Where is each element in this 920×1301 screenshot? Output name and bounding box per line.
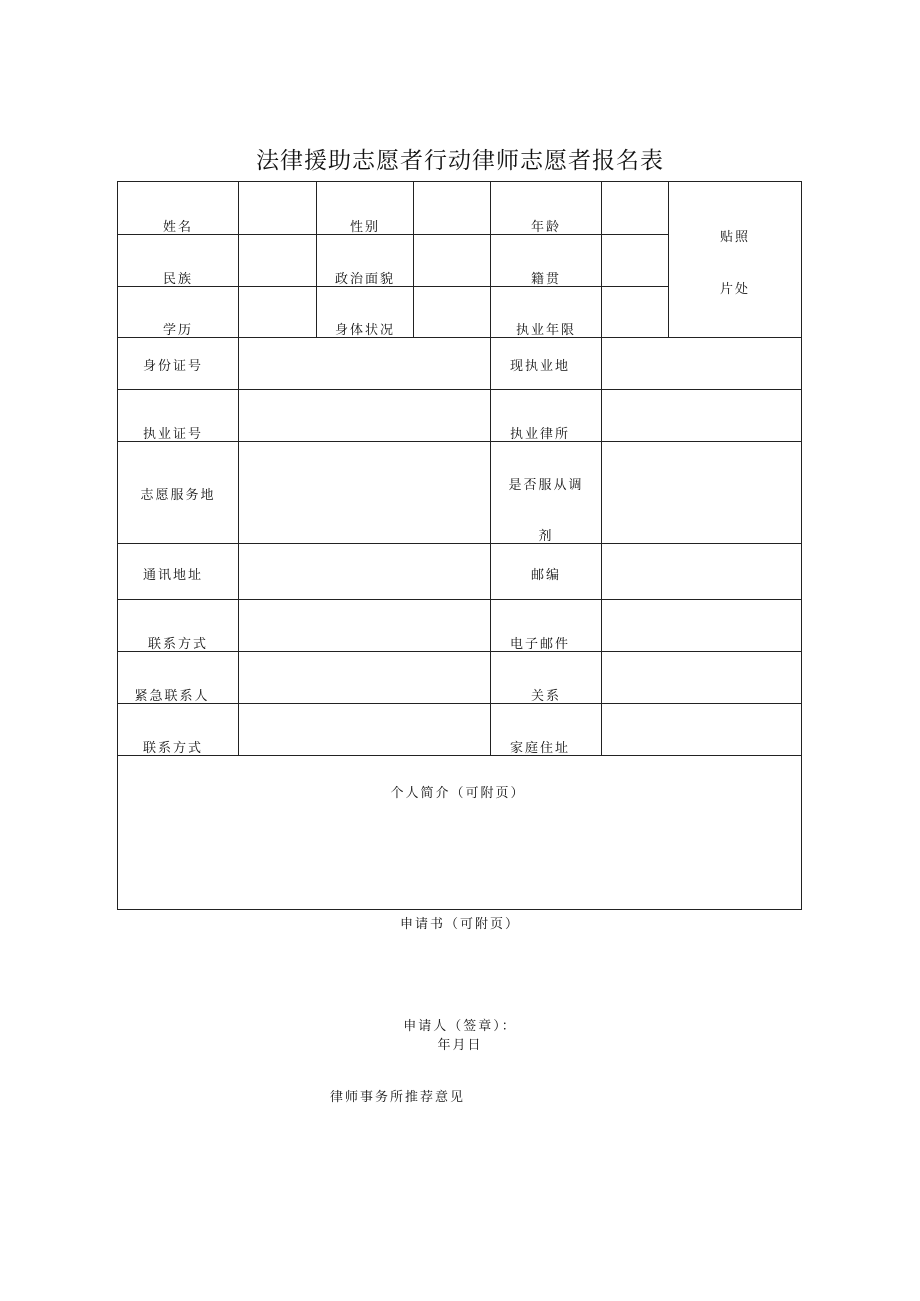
table-line: [117, 337, 802, 338]
table-line: [117, 389, 802, 390]
label-education: 学历: [162, 323, 194, 338]
firm-opinion-label: 律师事务所推荐意见: [330, 1090, 466, 1105]
signature-label: 申请人（签章）：: [403, 1019, 517, 1034]
label-law-firm: 执业律所: [509, 427, 571, 442]
table-line: [316, 181, 317, 337]
table-line: [117, 909, 802, 910]
table-line: [117, 181, 118, 910]
label-gender: 性别: [349, 220, 381, 235]
application-letter-label: 申请书（可附页）: [399, 917, 521, 932]
table-line: [601, 181, 602, 755]
table-line: [490, 181, 491, 755]
label-ethnicity: 民族: [162, 272, 194, 287]
label-native-place: 籍贯: [530, 272, 562, 287]
table-line: [117, 234, 669, 235]
table-line: [117, 599, 802, 600]
label-contact: 联系方式: [147, 637, 209, 652]
label-address: 通讯地址: [142, 568, 204, 583]
label-postcode: 邮编: [530, 568, 562, 583]
label-name: 姓名: [162, 220, 194, 235]
label-accept-adjustment-line2: 剂: [538, 529, 554, 544]
table-line: [801, 181, 802, 910]
table-line: [117, 755, 802, 756]
table-line: [117, 651, 802, 652]
table-line: [117, 441, 802, 442]
registration-form-table: [117, 181, 802, 910]
label-license-number: 执业证号: [142, 427, 204, 442]
label-home-address: 家庭住址: [509, 741, 571, 756]
label-age: 年龄: [530, 220, 562, 235]
table-line: [238, 181, 239, 755]
date-label: 年月日: [437, 1038, 483, 1053]
label-photo-line2: 片处: [719, 282, 751, 297]
table-line: [117, 543, 802, 544]
page-title: 法律援助志愿者行动律师志愿者报名表: [256, 148, 664, 174]
label-service-location: 志愿服务地: [140, 488, 216, 503]
table-line: [117, 703, 802, 704]
label-accept-adjustment-line1: 是否服从调: [508, 478, 584, 493]
label-photo-line1: 贴照: [719, 230, 751, 245]
label-profile: 个人简介（可附页）: [390, 786, 526, 801]
label-practice-location: 现执业地: [509, 359, 571, 374]
table-line: [413, 181, 414, 337]
table-line: [668, 181, 669, 337]
label-email: 电子邮件: [509, 637, 571, 652]
label-health: 身体状况: [334, 323, 396, 338]
label-id-number: 身份证号: [142, 359, 204, 374]
table-line: [117, 181, 802, 182]
label-emergency-contact: 紧急联系人: [134, 689, 210, 704]
label-relationship: 关系: [530, 689, 562, 704]
label-practice-years: 执业年限: [515, 323, 577, 338]
label-political-status: 政治面貌: [334, 272, 396, 287]
label-emergency-phone: 联系方式: [142, 741, 204, 756]
